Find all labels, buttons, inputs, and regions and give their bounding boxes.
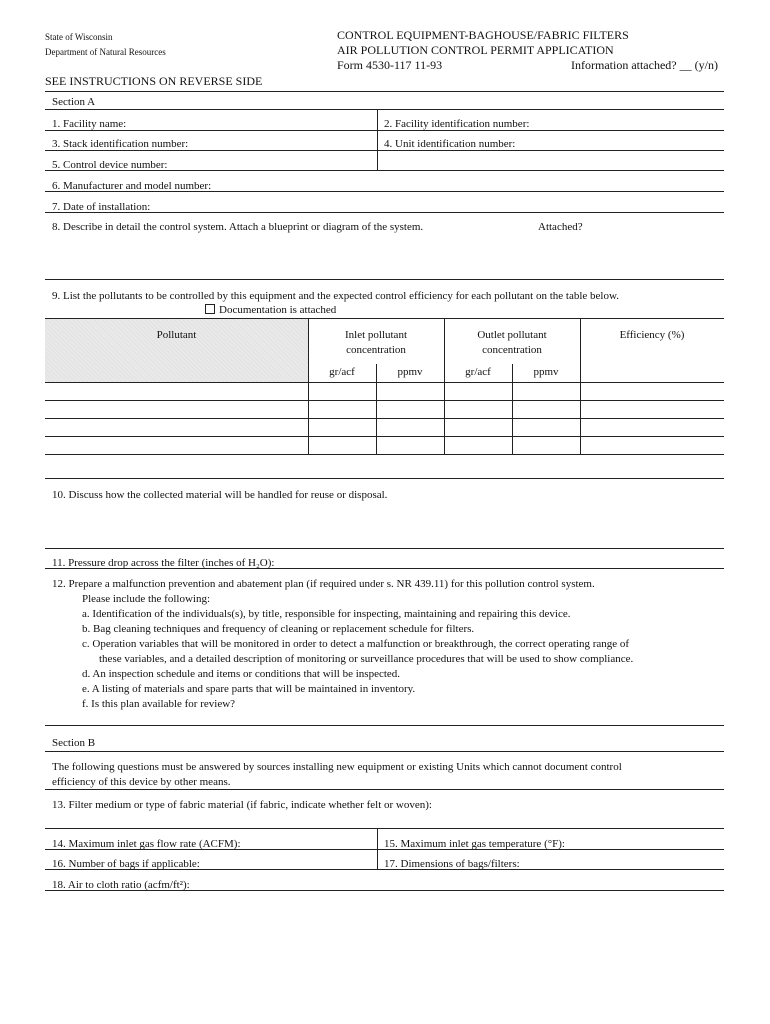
form-subtitle: AIR POLLUTION CONTROL PERMIT APPLICATION [337,43,614,57]
table-border [45,318,724,319]
instructions-note: SEE INSTRUCTIONS ON REVERSE SIDE [45,74,263,88]
divider [45,725,724,726]
q12-intro: 12. Prepare a malfunction prevention and abatement plan (if required under s. NR 439.11) for this pollution control system. [52,578,595,590]
inlet-header: Inlet pollutant [344,329,407,341]
documentation-label: Documentation is attached [219,304,337,316]
divider [45,279,724,280]
divider [377,828,378,869]
q12-intro-2: Please include the following: [82,593,210,605]
q15-label[interactable]: 15. Maximum inlet gas temperature (°F): [384,838,565,850]
installation-date-label[interactable]: 7. Date of installation: [52,201,151,213]
table-row[interactable] [45,400,724,401]
facility-name-label[interactable]: 1. Facility name: [52,118,127,130]
q12-item-b: b. Bag cleaning techniques and frequency of cleaning or replacement schedule for filters. [82,623,475,635]
q12-item-e: e. A listing of materials and spare parts that will be maintained in inventory. [82,683,416,695]
info-attached: Information attached? __ (y/n) [571,58,718,72]
q14-label[interactable]: 14. Maximum inlet gas flow rate (ACFM): [52,838,241,850]
divider [45,150,724,151]
manufacturer-label[interactable]: 6. Manufacturer and model number: [52,180,212,192]
pollutant-header-shade [45,318,308,382]
q12-item-d: d. An inspection schedule and items or conditions that will be inspected. [82,668,401,680]
attached-label[interactable]: Attached? [538,221,583,233]
pollutant-header: Pollutant [156,329,197,341]
documentation-checkbox-row[interactable] [205,304,336,316]
inlet-gr-unit: gr/acf [329,366,355,378]
divider [45,849,724,850]
inlet-ppmv-unit: ppmv [397,366,423,378]
divider [45,191,724,192]
divider [45,828,724,829]
q12-item-c: c. Operation variables that will be monitored in order to detect a malfunction or breakthrough, the correct operating range of [82,638,630,650]
divider [45,91,724,92]
outlet-ppmv-unit: ppmv [533,366,559,378]
table-row[interactable] [45,436,724,437]
unit-id-label[interactable]: 4. Unit identification number: [384,138,516,150]
stack-id-label[interactable]: 3. Stack identification number: [52,138,189,150]
divider [45,212,724,213]
q12-item-f[interactable]: f. Is this plan available for review? [82,698,236,710]
outlet-gr-unit: gr/acf [465,366,491,378]
divider [45,789,724,790]
divider [45,548,724,549]
section-b-intro: The following questions must be answered by sources installing new equipment or existing Units which cannot document control [52,761,622,773]
department-name: Department of Natural Resources [45,47,166,57]
divider [45,869,724,870]
divider [45,130,724,131]
q12-item-c-cont: these variables, and a detailed description of monitoring or surveillance procedures that will be used to show compliance. [99,653,634,665]
form-title: CONTROL EQUIPMENT-BAGHOUSE/FABRIC FILTERS [337,28,629,42]
divider [45,751,724,752]
divider [45,170,724,171]
control-device-label[interactable]: 5. Control device number: [52,159,168,171]
divider [45,109,724,110]
section-b-intro-2: efficiency of this device by other means. [52,776,231,788]
outlet-header: Outlet pollutant [477,329,547,341]
q10-label[interactable]: 10. Discuss how the collected material will be handled for reuse or disposal. [52,489,388,501]
describe-system-label[interactable]: 8. Describe in detail the control system. Attach a blueprint or diagram of the system. [52,221,424,233]
divider [45,568,724,569]
q16-label[interactable]: 16. Number of bags if applicable: [52,858,200,870]
documentation-checkbox[interactable] [205,304,215,314]
table-row[interactable] [45,382,724,383]
efficiency-header: Efficiency (%) [619,329,685,341]
divider [377,109,378,170]
facility-id-label[interactable]: 2. Facility identification number: [384,118,530,130]
section-a-title: Section A [52,96,96,108]
section-b-title: Section B [52,737,96,749]
inlet-header-2: concentration [346,344,406,356]
q17-label[interactable]: 17. Dimensions of bags/filters: [384,858,520,870]
form-number: Form 4530-117 11-93 [337,58,443,72]
divider [45,890,724,891]
outlet-header-2: concentration [482,344,542,356]
divider [45,478,724,479]
q12-item-a: a. Identification of the individuals(s), by title, responsible for inspecting, maintaining and repairing this device. [82,608,571,620]
table-row[interactable] [45,418,724,419]
q11-label[interactable]: 11. Pressure drop across the filter (inches of H₂O): [52,557,275,569]
state-name: State of Wisconsin [45,32,113,42]
q13-label[interactable]: 13. Filter medium or type of fabric material (if fabric, indicate whether felt or woven): [52,799,432,811]
pollutants-label: 9. List the pollutants to be controlled by this equipment and the expected control efficiency for each pollutant on the table below. [52,290,619,302]
q18-label[interactable]: 18. Air to cloth ratio (acfm/ft²): [52,879,190,891]
table-row[interactable] [45,454,724,455]
